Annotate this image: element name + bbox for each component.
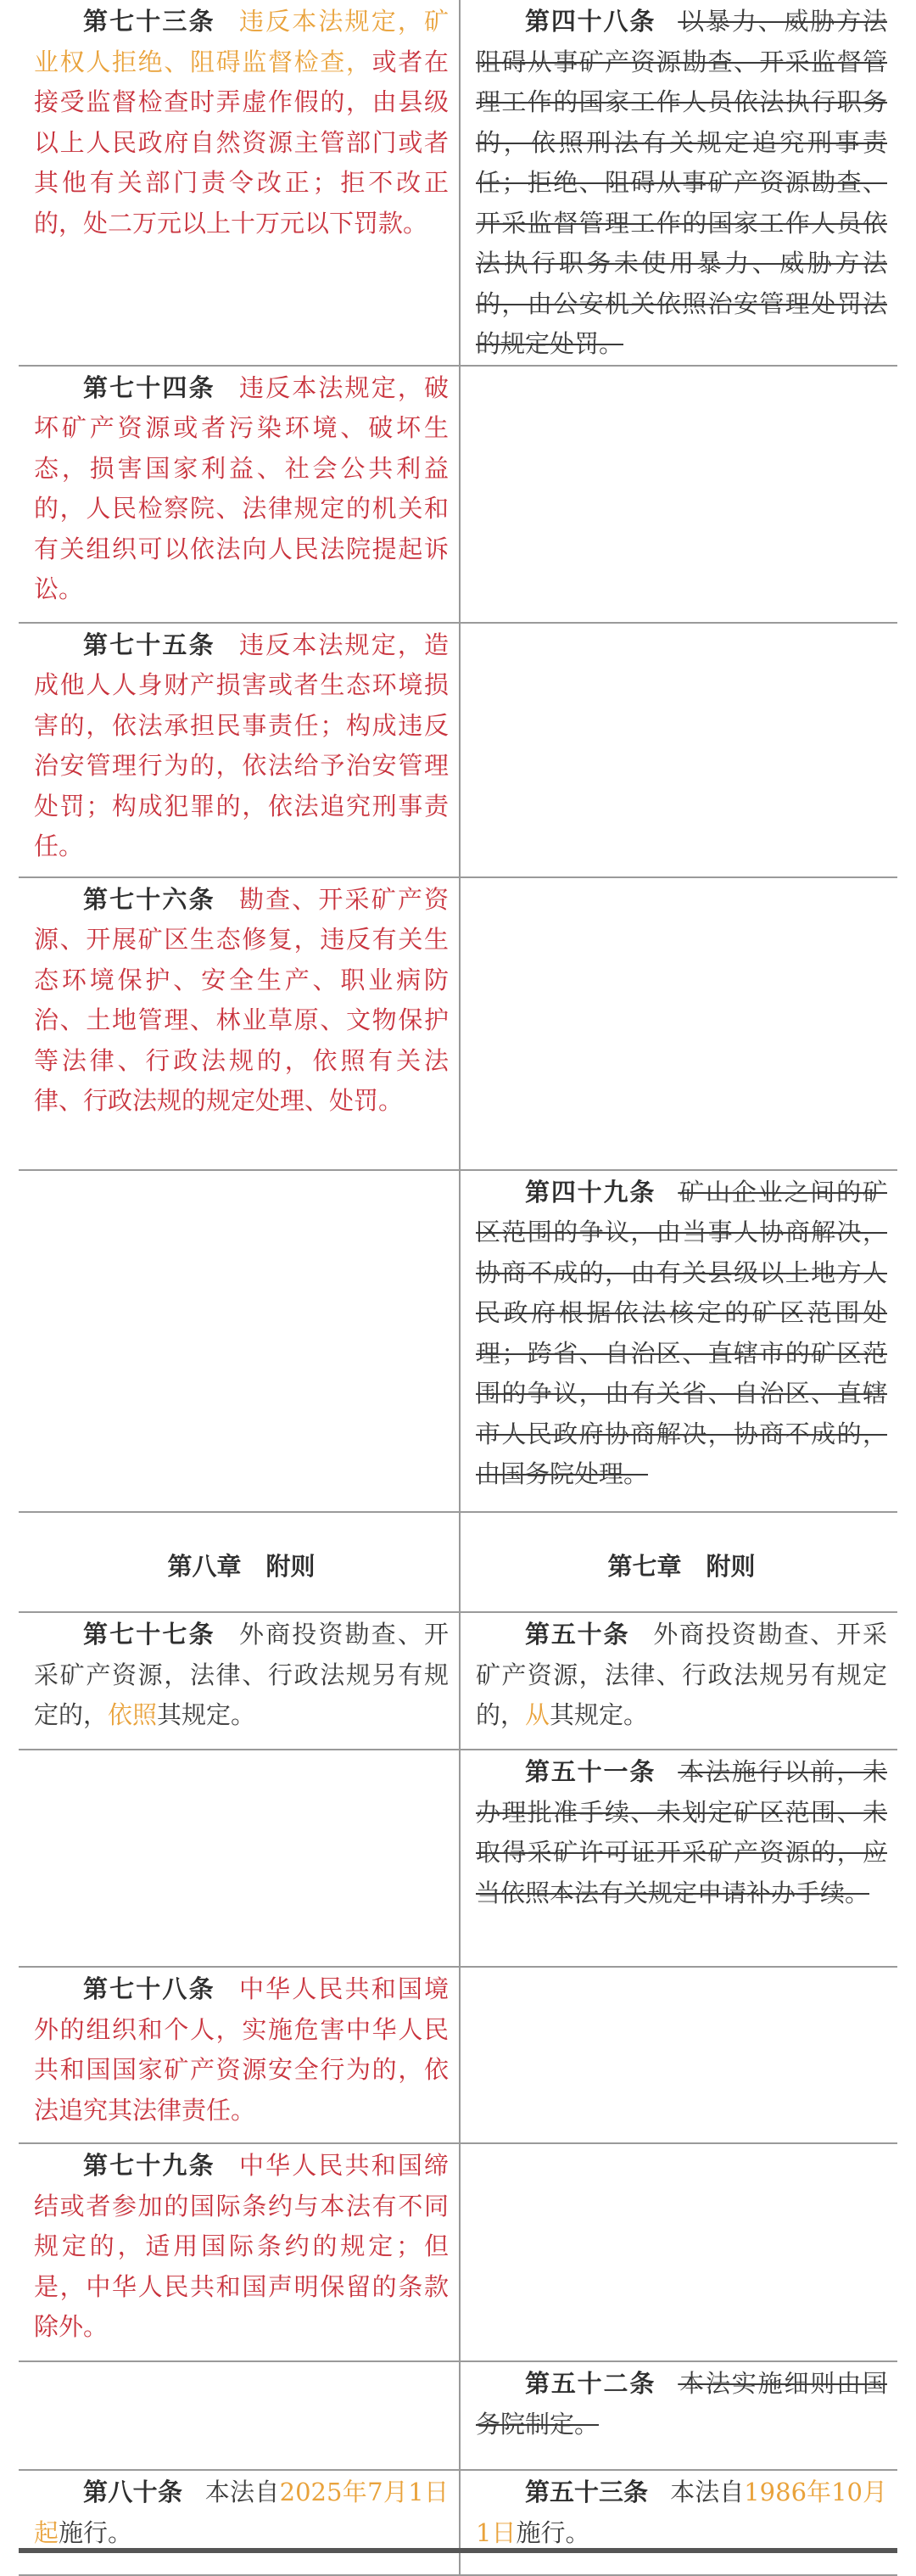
article-text [476,1613,887,1736]
article-number: 第七十九条 [83,2151,215,2180]
chapter-row [19,1512,897,1613]
article-number: 第五十二条 [525,2369,656,2398]
new-law-cell [19,877,460,1170]
new-law-cell [19,366,460,623]
unchanged-text: 施行。 [59,2517,133,2547]
article-text [476,2362,887,2444]
article-text [476,0,887,365]
old-law-cell [460,0,897,366]
modified-text: 违反本法规定，矿业权人拒绝、阻碍监督检查， [34,7,449,76]
unchanged-text: 外商投资勘查、开采矿产资源，法律、行政法规另有规定的， [476,1620,887,1729]
article-number: 第七十六条 [83,884,215,914]
article-row [19,877,897,1170]
unchanged-text: 其规定。 [550,1700,649,1729]
article-number: 第五十条 [525,1620,630,1649]
unchanged-text: 外商投资勘查、开采矿产资源，法律、行政法规另有规定的， [34,1620,449,1729]
article-text [476,367,887,368]
article-text [476,2144,887,2146]
new-law-cell [19,1967,460,2143]
article-text [34,1968,449,2131]
added-text: 违反本法规定，造成他人人身财产损害或者生态环境损害的，依法承担民事责任；构成违反治安管理行为的，依法给予治安管理处罚；构成犯罪的，依法追究刑事责任。 [34,630,449,860]
chapter-heading [476,1537,887,1588]
article-number: 第四十九条 [525,1177,656,1207]
article-row [19,1612,897,1750]
article-text [34,2144,449,2348]
article-number: 第五十三条 [525,2478,649,2506]
deleted-text: 矿山企业之间的矿区范围的争议，由当事人协商解决，协商不成的，由有关县级以上地方人民政府根据依法核定的矿区范围处理；跨省、自治区、直辖市的矿区范围的争议，由有关省、自治区、直辖市人民政府协商解决，协商不成的，由国务院处理。 [476,1177,887,1488]
old-law-cell [460,1512,897,1613]
article-text [34,0,449,244]
article-text [34,1613,449,1736]
old-law-cell [460,1170,897,1512]
modified-text: 依照 [108,1700,158,1729]
new-law-cell [19,1512,460,1613]
old-law-cell [460,366,897,623]
unchanged-text: 本法自 [670,2478,745,2506]
added-text: 中华人民共和国缔结或者参加的国际条约与本法有不同规定的，适用国际条约的规定；但是，中华人民共和国声明保留的条款除外。 [34,2151,449,2341]
new-law-cell [19,0,460,366]
article-row [19,2361,897,2470]
new-law-cell [19,623,460,877]
old-law-cell [460,2470,897,2575]
article-row [19,623,897,877]
article-text [34,2362,449,2364]
article-text [476,1171,887,1495]
article-number: 第七十四条 [83,372,215,402]
article-number: 第七十五条 [83,630,215,659]
article-text [476,624,887,625]
article-row [19,1750,897,1967]
new-law-cell [19,1750,460,1967]
article-row [19,0,897,366]
deleted-text: 以暴力、威胁方法阻碍从事矿产资源勘查、开采监督管理工作的国家工作人员依法执行职务的，依照刑法有关规定追究刑事责任；拒绝、阻碍从事矿产资源勘查、开采监督管理工作的国家工作人员依法执行职务未使用暴力、威胁方法的，由公安机关依照治安管理处罚法的规定处罚。 [476,7,887,358]
article-number: 第七十八条 [83,1974,215,2003]
chapter-title: 第七章 附则 [607,1551,756,1581]
article-number: 第五十一条 [525,1757,656,1786]
article-row [19,366,897,623]
article-text [34,1171,449,1173]
deleted-text: 本法施行以前，未办理批准手续、未划定矿区范围、未取得采矿许可证开采矿产资源的，应当依照本法有关规定申请补办手续。 [476,1757,887,1907]
chapter-heading [34,1537,449,1588]
comparison-table [19,0,897,2576]
article-text [476,1968,887,1969]
article-text [476,878,887,880]
unchanged-text: 本法自 [204,2478,280,2506]
new-law-cell [19,2470,460,2575]
comparison-rows [19,0,897,2575]
added-text: 勘查、开采矿产资源、开展矿区生态修复，违反有关生态环境保护、安全生产、职业病防治、土地管理、林业草原、文物保护等法律、行政法规的，依照有关法律、行政法规的规定处理、处罚。 [34,884,449,1115]
article-text [34,1750,449,1752]
old-law-cell [460,877,897,1170]
article-number: 第八十条 [83,2478,183,2506]
modified-text: 2025年7月1日起 [34,2478,449,2547]
unchanged-text: 施行。 [516,2517,590,2547]
article-text [34,624,449,867]
article-row [19,1170,897,1512]
unchanged-text: 其规定。 [157,1700,256,1729]
article-number: 第七十七条 [83,1620,215,1649]
article-number: 第七十三条 [83,7,215,36]
bottom-rule [19,2548,897,2553]
new-law-cell [19,1170,460,1512]
old-law-cell [460,623,897,877]
article-row [19,2143,897,2361]
article-text [34,2471,449,2553]
old-law-cell [460,1750,897,1967]
article-text [34,367,449,610]
article-text [476,1750,887,1913]
modified-text: 1986年10月1日 [476,2478,887,2547]
new-law-cell [19,2143,460,2361]
chapter-title: 第八章 附则 [167,1551,316,1581]
old-law-cell [460,2143,897,2361]
article-row [19,1967,897,2143]
new-law-cell [19,1612,460,1750]
article-number: 第四十八条 [525,7,656,36]
old-law-cell [460,1967,897,2143]
added-text: 违反本法规定，破坏矿产资源或者污染环境、破坏生态，损害国家利益、社会公共利益的，人民检察院、法律规定的机关和有关组织可以依法向人民法院提起诉讼。 [34,372,449,603]
article-row [19,2470,897,2575]
added-text: 或者在接受监督检查时弄虚作假的，由县级以上人民政府自然资源主管部门或者其他有关部门责令改正；拒不改正的，处二万元以上十万元以下罚款。 [34,47,449,238]
new-law-cell [19,2361,460,2470]
deleted-text: 本法实施细则由国务院制定。 [476,2369,887,2439]
article-text [34,878,449,1122]
modified-text: 从 [525,1700,550,1729]
old-law-cell [460,1612,897,1750]
old-law-cell [460,2361,897,2470]
article-text [476,2471,887,2553]
added-text: 中华人民共和国境外的组织和个人，实施危害中华人民共和国国家矿产资源安全行为的，依法追究其法律责任。 [34,1974,449,2125]
